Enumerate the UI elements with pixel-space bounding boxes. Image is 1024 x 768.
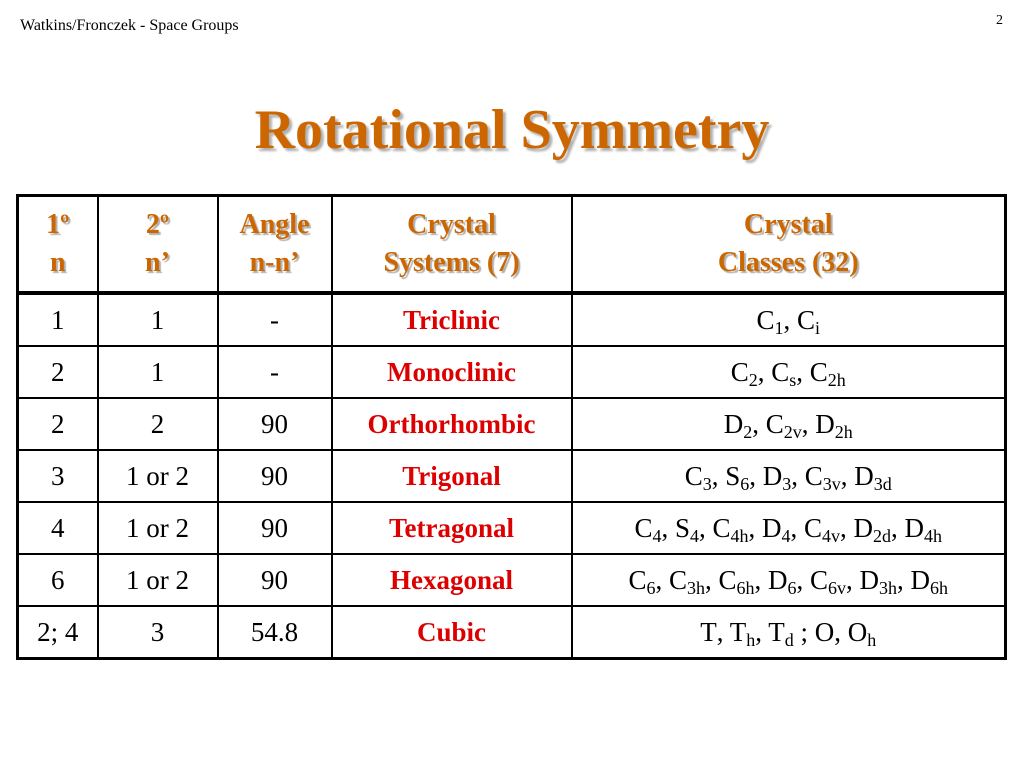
class-subscript: 2v: [783, 421, 802, 442]
class-subscript: 2: [743, 421, 753, 442]
class-subscript: h: [746, 629, 756, 650]
cell-crystal-system: Trigonal: [332, 450, 572, 502]
class-symbol: , D: [840, 512, 874, 543]
class-subscript: 4v: [822, 525, 841, 546]
class-subscript: 3h: [879, 577, 898, 598]
class-symbol: , D: [897, 564, 931, 595]
class-subscript: 4h: [924, 525, 943, 546]
cell-angle: 90: [218, 554, 332, 606]
cell-angle: -: [218, 346, 332, 398]
class-symbol: , D: [754, 564, 788, 595]
class-subscript: 4: [781, 525, 791, 546]
table-row: [18, 450, 1006, 502]
class-symbol: T: [700, 616, 717, 647]
cell-angle: 90: [218, 502, 332, 554]
header-crystal-systems: Crystal Systems (7): [332, 196, 572, 294]
cell-secondary-n: 1: [98, 293, 218, 346]
class-subscript: 3: [702, 473, 712, 494]
class-symbol: , C: [796, 564, 829, 595]
class-subscript: 6h: [930, 577, 949, 598]
class-symbol: , T: [716, 616, 747, 647]
cell-angle: 54.8: [218, 606, 332, 659]
class-symbol: , C: [791, 460, 823, 491]
cell-primary-n: 2: [18, 346, 98, 398]
class-subscript: 2d: [873, 525, 892, 546]
cell-crystal-system: Triclinic: [332, 293, 572, 346]
class-subscript: 4h: [730, 525, 749, 546]
table-header-row: [18, 196, 1006, 294]
class-subscript: 6: [787, 577, 797, 598]
cell-crystal-classes: [572, 293, 1006, 346]
cell-angle: -: [218, 293, 332, 346]
class-symbol: , D: [840, 460, 874, 491]
class-subscript: 3d: [873, 473, 892, 494]
cell-crystal-classes: [572, 502, 1006, 554]
class-subscript: 6v: [828, 577, 847, 598]
class-subscript: i: [815, 317, 821, 338]
cell-crystal-classes: [572, 398, 1006, 450]
slide-header-text: Watkins/Fronczek - Space Groups: [20, 17, 239, 34]
cell-secondary-n: 1: [98, 346, 218, 398]
cell-primary-n: 2: [18, 398, 98, 450]
header-crystal-classes: Crystal Classes (32): [572, 196, 1006, 294]
cell-crystal-system: Orthorhombic: [332, 398, 572, 450]
class-symbol: , C: [699, 512, 731, 543]
class-subscript: 6: [740, 473, 750, 494]
table-row: [18, 293, 1006, 346]
cell-secondary-n: 1 or 2: [98, 502, 218, 554]
class-subscript: 2h: [827, 369, 846, 390]
slide-title: Rotational Symmetry: [254, 99, 770, 161]
class-subscript: 4: [652, 525, 662, 546]
class-symbol: C: [684, 460, 703, 491]
header-angle: Angle n-n’: [218, 196, 332, 294]
cell-angle: 90: [218, 398, 332, 450]
class-symbol: , O: [834, 616, 868, 647]
class-subscript: 6: [646, 577, 656, 598]
class-symbol: C: [634, 512, 653, 543]
class-symbol: C: [628, 564, 647, 595]
class-symbol: C: [730, 356, 749, 387]
class-symbol: D: [723, 408, 744, 439]
class-symbol: , C: [655, 564, 687, 595]
class-subscript: h: [867, 629, 877, 650]
table-row: [18, 606, 1006, 659]
cell-primary-n: 2; 4: [18, 606, 98, 659]
class-subscript: 2: [748, 369, 758, 390]
cell-crystal-classes: [572, 554, 1006, 606]
cell-crystal-system: Cubic: [332, 606, 572, 659]
class-symbol: C: [756, 304, 775, 335]
class-subscript: 3v: [822, 473, 841, 494]
cell-secondary-n: 1 or 2: [98, 450, 218, 502]
table-row: [18, 398, 1006, 450]
cell-crystal-system: Monoclinic: [332, 346, 572, 398]
cell-primary-n: 1: [18, 293, 98, 346]
class-subscript: 2h: [834, 421, 853, 442]
class-symbol: , C: [705, 564, 737, 595]
class-symbol: , C: [752, 408, 784, 439]
class-symbol: , D: [846, 564, 880, 595]
class-subscript: 3: [782, 473, 792, 494]
cell-primary-n: 6: [18, 554, 98, 606]
class-symbol: , S: [661, 512, 690, 543]
table-row: [18, 502, 1006, 554]
slide-page-number: 2: [996, 13, 1003, 28]
cell-crystal-classes: [572, 606, 1006, 659]
class-symbol: , C: [757, 356, 790, 387]
class-subscript: s: [789, 369, 797, 390]
class-subscript: 1: [774, 317, 784, 338]
cell-crystal-classes: [572, 450, 1006, 502]
table-row: [18, 554, 1006, 606]
symmetry-table: [16, 194, 1007, 660]
class-symbol: , S: [711, 460, 741, 491]
table-row: [18, 346, 1006, 398]
class-symbol: , C: [783, 304, 815, 335]
cell-secondary-n: 2: [98, 398, 218, 450]
class-symbol: , D: [801, 408, 835, 439]
header-primary-n: 1º n: [18, 196, 98, 294]
class-symbol: ; O: [793, 616, 835, 647]
cell-secondary-n: 1 or 2: [98, 554, 218, 606]
cell-crystal-classes: [572, 346, 1006, 398]
class-subscript: d: [784, 629, 794, 650]
class-symbol: , D: [749, 460, 783, 491]
class-subscript: 3h: [687, 577, 705, 598]
cell-primary-n: 4: [18, 502, 98, 554]
class-symbol: , C: [796, 356, 828, 387]
header-secondary-n: 2º n’: [98, 196, 218, 294]
cell-secondary-n: 3: [98, 606, 218, 659]
class-subscript: 4: [690, 525, 699, 546]
cell-crystal-system: Tetragonal: [332, 502, 572, 554]
cell-angle: 90: [218, 450, 332, 502]
class-symbol: , T: [755, 616, 785, 647]
cell-crystal-system: Hexagonal: [332, 554, 572, 606]
class-symbol: , C: [790, 512, 823, 543]
class-symbol: , D: [748, 512, 782, 543]
class-subscript: 6h: [736, 577, 755, 598]
class-symbol: , D: [891, 512, 925, 543]
cell-primary-n: 3: [18, 450, 98, 502]
